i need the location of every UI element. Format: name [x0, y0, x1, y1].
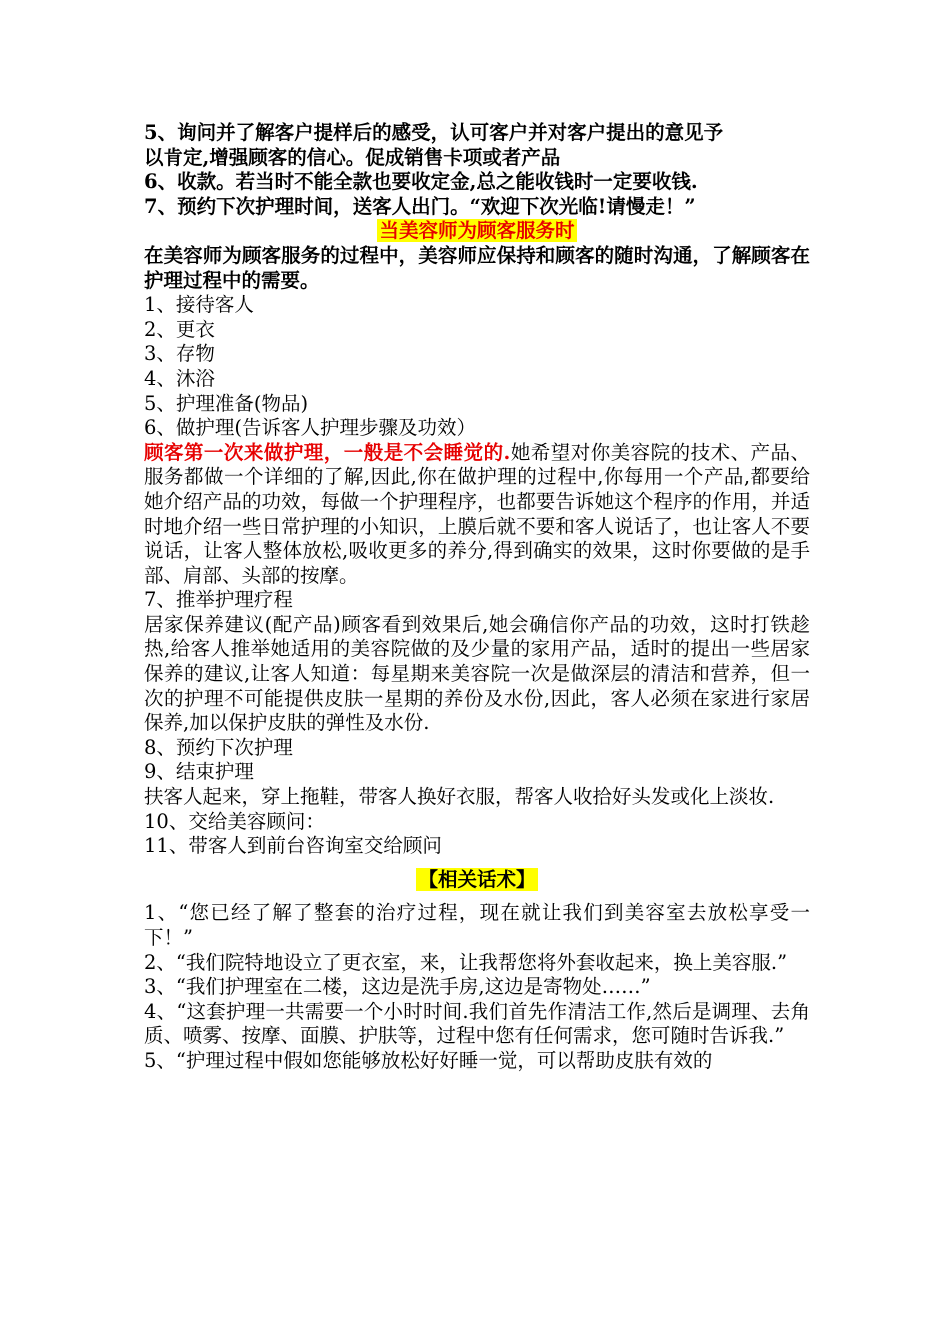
script-2: 2、“我们院特地设立了更衣室，来，让我帮您将外套收起来，换上美容服.” — [144, 950, 788, 974]
section-heading-scripts-text: 【相关话术】 — [418, 867, 536, 891]
service-item-7: 7、推举护理疗程 — [144, 588, 293, 612]
service-item-5: 5、护理准备(物品) — [144, 391, 309, 415]
finish-paragraph: 扶客人起来，穿上拖鞋，带客人换好衣服，帮客人收拾好头发或化上淡妆. — [144, 785, 775, 809]
service-item-1: 1、接待客人 — [144, 293, 254, 317]
first-visit-text: 她希望对你美容院的技术、产品、服务都做一个详细的了解,因此,你在做护理的过程中,你每用一个产品,都要给她介绍产品的功效，每做一个护理程序，也都要告诉她这个程序的作用，并适时地介绍一些日常护理的小知识，上膜后就不要和客人说话了，也让客人不要说话，让客人整体放松,吸收更多的养分,得到确实的效果，这时你要做的是手部、肩部、头部的按摩。 — [144, 440, 810, 587]
section-heading-service-text: 当美容师为顾客服务时 — [379, 219, 575, 243]
first-visit-emphasis: 顾客第一次来做护理，一般是不会睡觉的. — [144, 440, 511, 464]
service-item-3: 3、存物 — [144, 342, 215, 366]
service-item-10: 10、交给美容顾问： — [144, 809, 325, 833]
section-heading-service — [144, 219, 810, 244]
service-item-11: 11、带客人到前台咨询室交给顾问 — [144, 834, 442, 858]
service-item-8: 8、预约下次护理 — [144, 735, 293, 759]
home-care-paragraph: 居家保养建议(配产品)顾客看到效果后,她会确信你产品的功效，这时打铁趁热,给客人推举她适用的美容院做的及少量的家用产品，适时的提出一些居家保养的建议,让客人知道：每星期来美容院一次是做深层的清洁和营养，但一次的护理不可能提供皮肤一星期的养份及水份,因此，客人必须在家进行家居保养,加以保护皮肤的弹性及水份. — [144, 612, 810, 735]
section-intro: 在美容师为顾客服务的过程中，美容师应保持和顾客的随时沟通，了解顾客在护理过程中的需要。 — [144, 243, 810, 292]
section-heading-scripts — [144, 868, 810, 893]
script-1: 1、“您已经了解了整套的治疗过程，现在就让我们到美容室去放松享受一下！” — [144, 901, 810, 949]
step-7: 7、预约下次护理时间，送客人出门。“欢迎下次光临!请慢走！” — [144, 194, 696, 218]
first-visit-paragraph — [144, 441, 810, 589]
script-3: 3、“我们护理室在二楼，这边是洗手房,这边是寄物处……” — [144, 975, 651, 999]
step-6: 6、收款。若当时不能全款也要收定金,总之能收钱时一定要收钱. — [144, 170, 698, 194]
service-item-2: 2、更衣 — [144, 317, 215, 341]
document-page — [144, 121, 810, 1074]
script-4: 4、“这套护理一共需要一个小时时间.我们首先作清洁工作,然后是调理、去角质、喷雾、按摩、面膜、护肤等，过程中您有任何需求，您可随时告诉我.” — [144, 999, 810, 1048]
step-5-line-1: 5、询问并了解客户提样后的感受，认可客户并对客户提出的意见予 — [144, 121, 724, 144]
service-item-4: 4、沐浴 — [144, 366, 215, 390]
script-5: 5、“护理过程中假如您能够放松好好睡一觉，可以帮助皮肤有效的 — [144, 1048, 713, 1072]
service-item-9: 9、结束护理 — [144, 760, 254, 784]
service-item-6: 6、做护理(告诉客人护理步骤及功效） — [144, 416, 477, 440]
step-5-line-2: 以肯定,增强顾客的信心。促成销售卡项或者产品 — [144, 145, 561, 169]
